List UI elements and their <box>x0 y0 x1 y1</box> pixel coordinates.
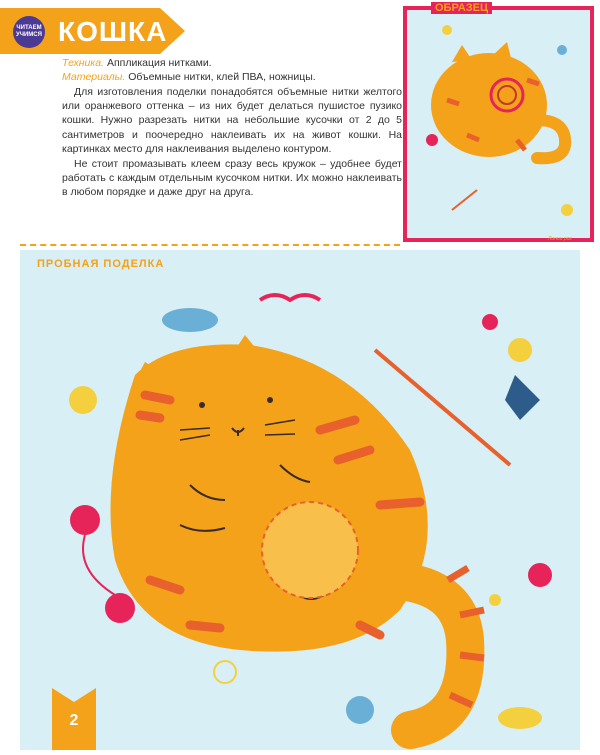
yarn-ball-2 <box>105 593 135 623</box>
craft-illustration <box>20 250 580 750</box>
sample-label: ОБРАЗЕЦ <box>431 2 492 14</box>
publisher-badge: ЧИТАЕМ УЧИМСЯ <box>13 16 45 48</box>
striped-ball <box>528 563 552 587</box>
sample-stick <box>452 190 477 210</box>
small-red-ball <box>482 314 498 330</box>
belly-outline <box>262 502 358 598</box>
toy-mouse <box>498 707 542 729</box>
craft-area <box>20 250 580 750</box>
tennis-ball <box>69 386 97 414</box>
craft-label: ПРОБНАЯ ПОДЕЛКА <box>37 258 165 270</box>
small-yellow-ball <box>489 594 501 606</box>
technique-line <box>62 56 392 70</box>
sample-image <box>403 6 594 242</box>
toy-fish <box>162 308 218 332</box>
toy-spring <box>260 295 320 300</box>
technique-label: Техника. <box>62 57 105 69</box>
yarn-string <box>83 535 115 595</box>
sample-credit: Линии роз <box>548 236 572 242</box>
dashed-divider <box>20 244 400 246</box>
cat-eye-right <box>267 397 273 403</box>
materials-label: Материалы. <box>62 71 126 83</box>
bell-toy <box>508 338 532 362</box>
sample-ball-3 <box>557 45 567 55</box>
page-title: КОШКА <box>58 16 168 47</box>
cat-eye-left <box>199 402 205 408</box>
sample-illustration <box>407 10 590 238</box>
instruction-paragraph-1: Для изготовления поделки понадобятся объемные нитки желтого или оранжевого оттенка – из них будет делаться пушистое пузико кошки. Нужно разрезать нитки на небольшие кусочки от 2 до 5 сантиметров и поочередно наклеивать их на живот кошки. На картинках место для наклеивания выделено контуром. <box>62 86 402 155</box>
sample-yarn-ball <box>426 134 438 146</box>
sample-cat-body <box>431 53 547 157</box>
wool-ball-1 <box>214 661 236 683</box>
materials-line <box>62 70 392 84</box>
feather-toy <box>505 375 540 420</box>
sample-cat-ear-left <box>452 45 472 62</box>
technique-value: Аппликация нитками. <box>106 57 212 69</box>
cat-body <box>111 344 428 651</box>
wool-ball-2 <box>346 696 374 724</box>
instruction-paragraph-2: Не стоит промазывать клеем сразу весь кружок – удобнее будет работать с каждым отдельным кусочком нитки. Их можно наклеивать в любом порядке и даже друг на друга. <box>62 158 402 199</box>
sample-cat-tail <box>537 120 565 158</box>
page-number: 2 <box>69 712 79 729</box>
meta-block <box>62 56 392 84</box>
sample-ball-1 <box>442 25 452 35</box>
yarn-ball-1 <box>70 505 100 535</box>
materials-value: Объемные нитки, клей ПВА, ножницы. <box>128 71 316 83</box>
sample-ball-2 <box>561 204 573 216</box>
